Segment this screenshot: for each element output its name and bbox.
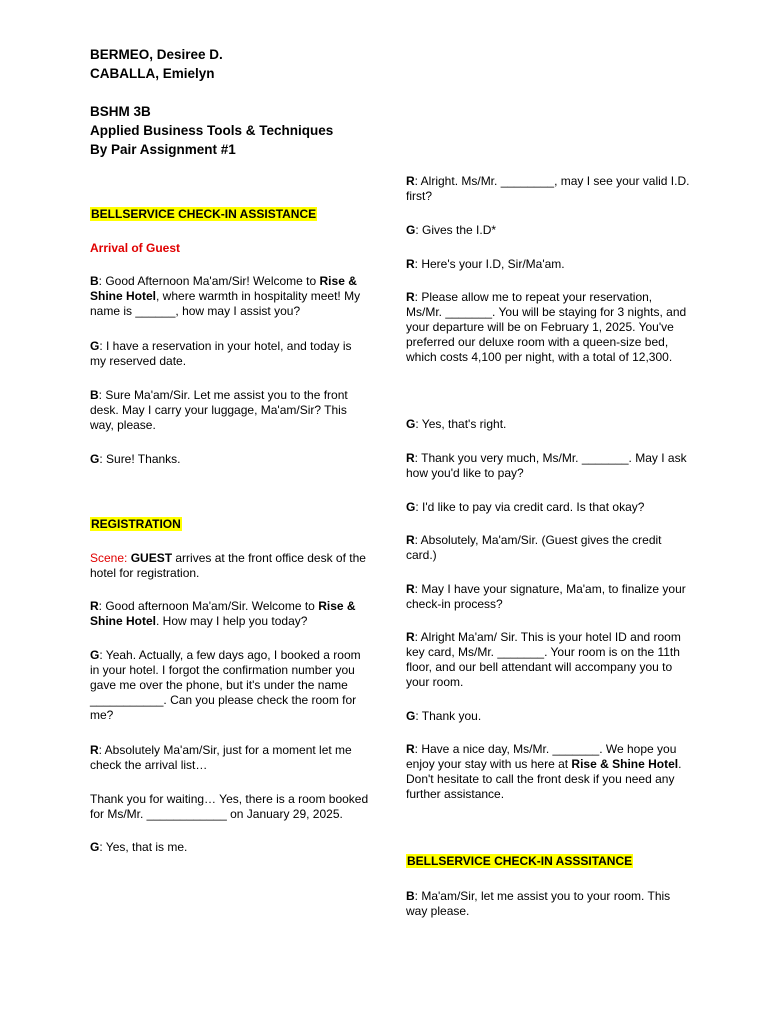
dialogue-line: R: Absolutely Ma'am/Sir, just for a moment let me check the arrival list… xyxy=(90,743,352,772)
dialogue-line: B: Good Afternoon Ma'am/Sir! Welcome to Rise & Shine Hotel, where warmth in hospitality meet! My name is ______, how may I assist you? xyxy=(90,274,361,318)
dialogue-line: R: Alright Ma'am/ Sir. This is your hotel ID and room key card, Ms/Mr. _______. Your room is on the 11th floor, and our bell attendant will accompany you to your room. xyxy=(406,630,681,689)
dialogue-line: B: Sure Ma'am/Sir. Let me assist you to the front desk. May I carry your luggage, Ma'am/Sir? This way, please. xyxy=(90,388,348,432)
author-name-1: BERMEO, Desiree D. xyxy=(90,47,223,62)
dialogue-line: Thank you for waiting… Yes, there is a room booked for Ms/Mr. ____________ on January 29, 2025. xyxy=(90,792,369,821)
author-name-2: CABALLA, Emielyn xyxy=(90,66,215,81)
course-title: Applied Business Tools & Techniques xyxy=(90,123,334,138)
assignment-title: By Pair Assignment #1 xyxy=(90,142,236,157)
heading-bellservice: BELLSERVICE CHECK-IN ASSISTANCE xyxy=(91,207,317,221)
dialogue-line: R: Here's your I.D, Sir/Ma'am. xyxy=(406,257,565,271)
dialogue-line: R: Have a nice day, Ms/Mr. _______. We hope you enjoy your stay with us here at Rise & Shine Hotel. Don't hesitate to call the front desk if you need any further assistance. xyxy=(406,742,682,801)
heading-bellservice-2: BELLSERVICE CHECK-IN ASSSITANCE xyxy=(407,854,633,868)
dialogue-line: R: Please allow me to repeat your reservation, Ms/Mr. _______. You will be staying for 3 nights, and your departure will be on February 1, 2025. You've preferred our deluxe room with a queen-size bed, which costs 4,100 per night, with a total of 12,300. xyxy=(406,290,687,364)
dialogue-line: R: Good afternoon Ma'am/Sir. Welcome to Rise & Shine Hotel. How may I help you today? xyxy=(90,599,356,628)
scene-description: Scene: GUEST arrives at the front office desk of the hotel for registration. xyxy=(90,551,366,580)
dialogue-line: G: Yes, that is me. xyxy=(90,840,188,854)
dialogue-line: R: Alright. Ms/Mr. ________, may I see your valid I.D. first? xyxy=(406,174,690,203)
dialogue-line: R: May I have your signature, Ma'am, to finalize your check-in process? xyxy=(406,582,686,611)
document-header xyxy=(90,45,333,159)
dialogue-line: R: Absolutely, Ma'am/Sir. (Guest gives the credit card.) xyxy=(406,533,662,562)
dialogue-line: G: Thank you. xyxy=(406,709,482,723)
dialogue-line: G: Sure! Thanks. xyxy=(90,452,181,466)
heading-registration: REGISTRATION xyxy=(91,517,181,531)
dialogue-line: G: Yeah. Actually, a few days ago, I booked a room in your hotel. I forgot the confirmation number you gave me over the phone, but it's under the name ___________. Can you please check the room for me? xyxy=(90,648,361,722)
section-label: BSHM 3B xyxy=(90,104,151,119)
dialogue-line: B: Ma'am/Sir, let me assist you to your room. This way please. xyxy=(406,889,671,918)
dialogue-line: G: I'd like to pay via credit card. Is that okay? xyxy=(406,500,645,514)
dialogue-line: R: Thank you very much, Ms/Mr. _______. May I ask how you'd like to pay? xyxy=(406,451,687,480)
dialogue-line: G: Yes, that's right. xyxy=(406,417,507,431)
heading-arrival: Arrival of Guest xyxy=(90,241,181,255)
dialogue-line: G: Gives the I.D* xyxy=(406,223,497,237)
dialogue-line: G: I have a reservation in your hotel, and today is my reserved date. xyxy=(90,339,352,368)
